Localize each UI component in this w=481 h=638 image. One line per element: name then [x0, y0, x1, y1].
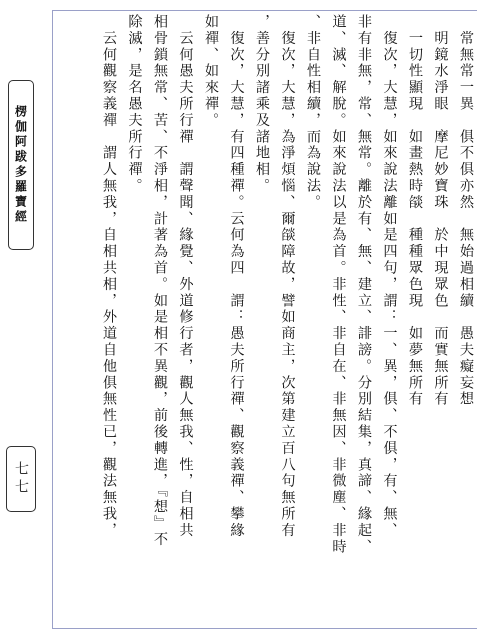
- text-column: 明鏡水淨眼 摩尼妙寶珠 於中現眾色 而實無所有: [432, 14, 449, 408]
- text-column: 道、滅、解脫。如來說法以是為首。非性、非自在、非無因、非微塵、非時: [330, 14, 347, 556]
- bottom-rule: [52, 628, 477, 629]
- text-column: 復次，大慧，如來說法離如是四句，謂：一、異，俱、不俱，有、無、: [381, 14, 398, 539]
- text-column: 云何觀察義禪 謂人無我，自相共相，外道自他俱無性已，觀法無我，: [101, 14, 117, 539]
- text-column: ，善分別諸乘及諸地相。: [254, 14, 270, 195]
- text-column: 常無常一異 俱不俱亦然 無始過相續 愚夫癡妄想: [458, 14, 474, 408]
- text-column: 一切性顯現 如畫熱時燄 種種眾色現 如夢無所有: [407, 14, 423, 408]
- text-column: 非有非無，常、無常。離於有、無、建立、誹謗。分別結集，真諦、緣起、: [356, 14, 372, 556]
- text-column: 復次，大慧，有四種禪。云何為四 謂：愚夫所行禪、觀察義禪、攀緣: [228, 14, 245, 539]
- top-rule: [52, 10, 477, 11]
- text-column: 除滅，是名愚夫所行禪。: [126, 14, 143, 195]
- text-column: 如禪、如來禪。: [203, 14, 219, 129]
- book-title: 楞伽阿跋多羅寶經: [13, 105, 28, 225]
- text-column: 相骨鎖無常、苦、不淨相，計著為首。如是相不異觀，前後轉進，『想』不: [152, 14, 168, 549]
- book-title-tab: [8, 80, 34, 250]
- page-number-box: [6, 446, 36, 512]
- text-column: 復次，大慧，為淨煩惱、爾燄障故，譬如商主，次第建立百八句無所有: [279, 14, 296, 539]
- scripture-text: [60, 14, 478, 628]
- text-column: 、非自性相續，而為說法。: [305, 14, 321, 211]
- page-number: 七七: [13, 461, 29, 497]
- left-rule: [52, 10, 53, 629]
- text-column: 云何愚夫所行禪 謂聲聞、緣覺、外道修行者，觀人無我、性，自相共: [177, 14, 194, 539]
